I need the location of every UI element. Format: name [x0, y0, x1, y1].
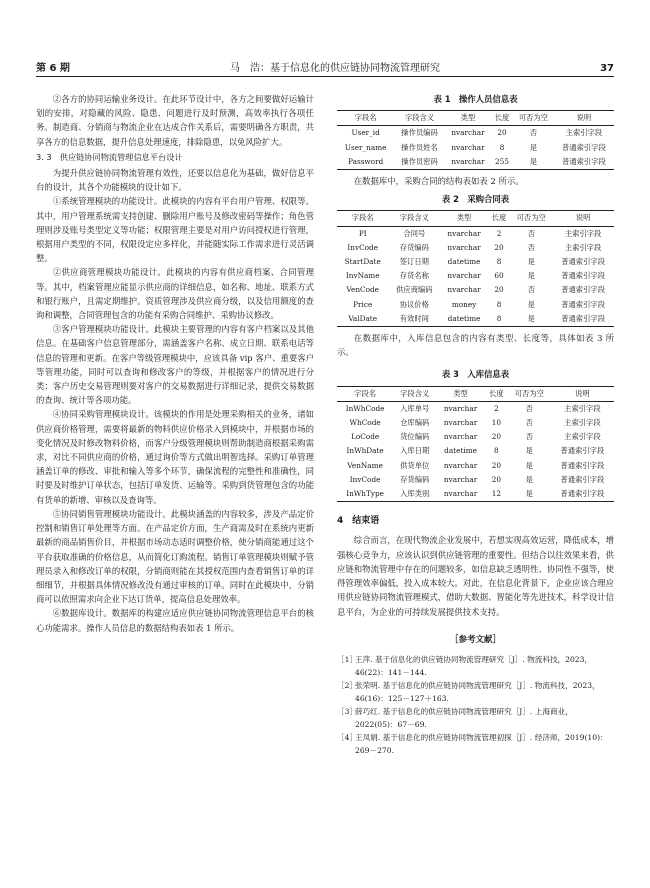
table-cell: 是 — [525, 460, 533, 470]
table-cell: InWhType — [346, 489, 384, 499]
reference-item — [337, 731, 614, 757]
table-cell: 12 — [491, 489, 501, 499]
table-cell: 主索引字段 — [564, 403, 601, 413]
table-cell: Password — [348, 156, 384, 166]
table-cell: nvarchar — [447, 228, 481, 238]
table-row — [337, 416, 614, 430]
table-cell: 否 — [525, 418, 533, 428]
table-cell: 协议价格 — [399, 299, 429, 309]
table-cell: StartDate — [344, 257, 381, 267]
table-cell: 主索引字段 — [564, 432, 601, 442]
paragraph: ②各方的协同运输业务设计。在此环节设计中，各方之间要做好运输计划的安排，对隐藏的风险、隐患、问题进行及时预测，高效率执行各项任务。制造商、分销商与物流企业在达成合作关系后，需要明确各方职责，共享各方的信息数据，提升信息处理速度，排除隐患，以免风险扩大。 — [36, 94, 314, 147]
table-cell: InvName — [345, 271, 380, 281]
table-cell: 是 — [527, 257, 535, 267]
table-cell: 20 — [497, 128, 507, 138]
table-cell: 主索引字段 — [564, 228, 602, 238]
column-header: 说明 — [575, 213, 591, 223]
table-cell: datetime — [447, 313, 481, 323]
purchase-contract-table — [337, 210, 614, 327]
table-cell: 普通索引字段 — [562, 156, 606, 166]
table-row — [337, 312, 614, 327]
table-cell: 是 — [529, 156, 538, 166]
table-cell: 普通索引字段 — [561, 285, 605, 295]
table-cell: 普通索引字段 — [561, 271, 605, 281]
table-cell: 普通索引字段 — [560, 460, 605, 470]
table-cell: 主索引字段 — [565, 128, 603, 138]
table-cell: VenName — [347, 460, 383, 470]
table-cell: nvarchar — [443, 474, 478, 484]
table-cell: 否 — [527, 228, 535, 238]
table-cell: 否 — [525, 403, 533, 413]
column-header: 字段含义 — [399, 213, 429, 223]
table-row — [337, 430, 614, 444]
table-cell: nvarchar — [447, 285, 481, 295]
table-cell: nvarchar — [443, 460, 478, 470]
table-cell: 存货编码 — [400, 474, 430, 484]
paragraph: ⑤协同销售管理模块功能设计。此模块涵盖的内容较多，涉及产品定价控制和销售订单处理等方面。在产品定价方面，生产商需及时在系统内更新最新的商品销售价目，并根据市场动态适时调整价格，使分销商能通过这个平台获取准确的价格信息，从而简化订购流程。销售订单管理模块则赋予管理员录入和修改订单的权限，分销商则能在其授权范围内查看销售订单的详细细节，并根据具体情况修改没有通过审核的订单。同时在此模块中，分销商可以依照需求向企业下达订货单，提高信息处理效率。 — [36, 508, 314, 605]
column-header: 类型 — [456, 213, 472, 223]
running-title: 马 浩：基于信息化的供应链协同物流管理研究 — [230, 63, 440, 74]
table-cell: 主索引字段 — [564, 242, 602, 252]
running-header — [36, 56, 614, 74]
column-header: 说明 — [576, 113, 592, 123]
paragraph: 为提升供应链协同物流管理有效性，还要以信息化为基础，做好信息平台的设计，其各个功能模块的设计如下。 — [36, 168, 314, 193]
table-cell: nvarchar — [443, 489, 478, 499]
table-cell: VenCode — [346, 285, 379, 295]
table-cell: 普通索引字段 — [561, 313, 605, 323]
left-column — [36, 92, 314, 635]
table-cell: 普通索引字段 — [560, 489, 605, 499]
table-cell: 20 — [494, 285, 504, 295]
reference-item — [337, 679, 614, 705]
reference-number: ［4］ — [337, 732, 358, 742]
issue-number: 第 6 期 — [36, 63, 70, 74]
table-row — [337, 269, 614, 283]
paragraph: ④协同采购管理模块设计。该模块的作用是处理采购相关的业务，诸如供应商价格管理，需要将最新的物料供应价格录入到模块中，并根据市场的变化情况及时修改物料价格，而客户分级管理模块则帮助制造商根据采购需求，对比不同供应商的价格，通过询价等方式做出明智选择。采购订单管理涵盖订单的修改、审批和输入等多个环节，确保流程的完整性和准确性，同时要及时维护订单状态，包括订单发货、运输等。采购到货管理包含的功能有货单的新增、审核以及查询等。 — [36, 409, 314, 505]
header-rule — [36, 76, 614, 77]
table-cell: nvarchar — [443, 418, 478, 428]
table-cell: 是 — [525, 446, 533, 456]
table-cell: 操作员密码 — [401, 156, 438, 166]
column-header: 字段含义 — [400, 388, 430, 398]
reference-number: ［3］ — [337, 706, 358, 716]
table-cell: 有效时间 — [399, 313, 429, 323]
reference-list — [337, 653, 614, 757]
table-caption: 表 2 采购合同表 — [441, 194, 510, 205]
table-cell: 20 — [494, 242, 504, 252]
table-cell: money — [451, 299, 477, 309]
table-cell: WhCode — [349, 418, 381, 428]
table-cell: datetime — [447, 257, 481, 267]
table-cell: 操作员编码 — [401, 128, 438, 138]
column-header: 可否为空 — [516, 213, 546, 223]
table-cell: nvarchar — [451, 128, 485, 138]
table-cell: 是 — [527, 313, 535, 323]
paragraph: 综合而言，在现代物流企业发展中，若想实现高效运营，降低成本，增强核心竞争力，应该认识到供应链管理的重要性。但结合以往效果来看，供应链和物流管理中存在的问题较多，如信息缺乏透明性、协同性不强等，使得管理效率偏低，投入成本较大。对此，在信息化背景下，企业应该合理应用供应链协同物流管理模式，借助大数据、智能化等先进技术，科学设计信息平台，为企业的可持续发展提供技术支持。 — [337, 535, 614, 617]
reference-text: 薛巧红. 基于信息化的供应链协同物流管理研究［J］. 上海商业，2022(05)：67－69. — [355, 706, 573, 729]
table-cell: 是 — [525, 489, 533, 499]
table-cell: 8 — [499, 142, 505, 152]
column-header: 类型 — [460, 113, 476, 123]
table-cell: PI — [358, 228, 367, 238]
table-cell: 货位编码 — [400, 432, 430, 442]
paragraph: ②供应商管理模块功能设计。此模块的内容有供应商档案、合同管理等。其中，档案管理应能显示供应商的详细信息，如名称、地址、联系方式和银行账户，且需定期维护。资质管理涉及供应商分级，以及信用额度的查询和调整，合同管理包含的功能有采购合同维护、采购协议修改。 — [36, 267, 314, 321]
column-header: 说明 — [575, 388, 590, 398]
table-cell: 255 — [495, 156, 509, 166]
table-cell: 仓库编码 — [400, 418, 430, 428]
paragraph: ③客户管理模块功能设计。此模块主要管理的内容有客户档案以及其他信息。在基础客户信息管理部分，需涵盖客户名称、成立日期、联系电话等信息的管理和更新。在客户等级管理模块中，应该具备 vip 客户、重要客户等管理功能，同时可以查询和修改客户的等级，并根据客户的情况进行分类；客户历史交易管理则要对客户的交易数据进行详细记录，提供交易数据的查询、统计等各项功能。 — [36, 324, 314, 406]
table-cell: 普通索引字段 — [560, 446, 605, 456]
table-cell: 存货名称 — [399, 271, 429, 281]
table-row — [337, 226, 614, 241]
table-caption: 表 1 操作人员信息表 — [433, 94, 518, 104]
table-cell: 10 — [491, 418, 501, 428]
table-cell: 供应商编码 — [396, 285, 433, 295]
table-row — [337, 473, 614, 487]
table-cell: 2 — [496, 228, 502, 238]
reference-text: 张荣明. 基于信息化的供应链协同物流管理研究［J］. 物流科技，2023，46(16)：125－127＋163. — [355, 680, 600, 703]
table-cell: ValDate — [348, 313, 378, 323]
reference-text: 王萍. 基于信息化的供应链协同物流管理研究［J］. 物流科技，2023，46(22)：141－144. — [355, 654, 593, 677]
reference-item — [337, 705, 614, 731]
table-cell: nvarchar — [443, 403, 478, 413]
table-cell: 普通索引字段 — [562, 142, 606, 152]
table-cell: LoCode — [350, 432, 380, 442]
table-cell: datetime — [444, 446, 477, 456]
paragraph: 在数据库中，采购合同的结构表如表 2 所示。 — [353, 176, 524, 187]
column-header: 长度 — [494, 113, 510, 123]
table-row — [337, 487, 614, 502]
table-cell: nvarchar — [443, 432, 478, 442]
table-cell: 是 — [527, 271, 535, 281]
table-cell: 是 — [525, 474, 533, 484]
table-cell: 是 — [529, 142, 538, 152]
table-cell: 8 — [494, 446, 499, 456]
table-row — [337, 155, 614, 170]
table-cell: 2 — [494, 403, 499, 413]
table-cell: 否 — [527, 285, 535, 295]
table-cell: 20 — [491, 460, 501, 470]
table-cell: 20 — [491, 474, 501, 484]
reference-text: 王凤娟. 基于信息化的供应链协同物流管理初探［J］. 经济师，2019(10)：269－270. — [355, 732, 608, 755]
table-cell: 普通索引字段 — [561, 299, 605, 309]
section-heading: 3. 3 供应链协同物流管理信息平台设计 — [36, 151, 183, 162]
table-cell: 供货单位 — [400, 460, 430, 470]
table-cell: nvarchar — [447, 242, 481, 252]
table-cell: Price — [353, 299, 373, 309]
table-cell: 8 — [496, 299, 502, 309]
table-cell: 入库单号 — [400, 403, 430, 413]
table-cell: 签订日期 — [399, 257, 429, 267]
table-caption: 表 3 入库信息表 — [441, 369, 510, 380]
table-cell: InWhCode — [345, 403, 385, 413]
column-header: 类型 — [453, 388, 468, 398]
reference-item — [337, 653, 614, 679]
table-cell: nvarchar — [451, 156, 485, 166]
column-header: 长度 — [489, 388, 504, 398]
table-cell: 20 — [491, 432, 501, 442]
table-header-row — [337, 111, 614, 126]
table-cell: InvCode — [347, 242, 379, 252]
table-header-row — [337, 386, 614, 401]
table-cell: 普通索引字段 — [560, 474, 605, 484]
reference-number: ［1］ — [337, 654, 358, 664]
table-header-row — [337, 211, 614, 226]
table-cell: 普通索引字段 — [561, 257, 605, 267]
table-cell: 否 — [527, 242, 535, 252]
table-row — [337, 283, 614, 297]
page-number: 37 — [600, 63, 614, 74]
column-header: 字段名 — [351, 213, 374, 223]
table-cell: 否 — [529, 128, 538, 138]
table-cell: 入库类别 — [400, 489, 430, 499]
table-cell: 合同号 — [403, 228, 426, 238]
references-heading: ［参考文献］ — [449, 634, 501, 645]
table-cell: 是 — [527, 299, 535, 309]
paragraph: ①系统管理模块的功能设计。此模块的内容有平台用户管理、权限等。其中，用户管理系统需支持创建、删除用户账号及修改密码等操作；角色管理则涉及账号类型定义等功能；权限管理主要是对用户访问授权进行管理，根据用户类型的不同，权限设定应多样化，并能随实际工作需求进行灵活调整。 — [36, 196, 314, 264]
warehouse-entry-table — [337, 386, 614, 503]
table-cell: 60 — [494, 271, 504, 281]
table-row — [337, 298, 614, 312]
table-row — [337, 126, 614, 141]
table-cell: 入库日期 — [400, 446, 430, 456]
right-column — [337, 92, 614, 757]
table-row — [337, 141, 614, 155]
column-header: 可否为空 — [514, 388, 544, 398]
operator-info-table — [337, 110, 614, 170]
conclusion-heading: 4 结束语 — [337, 516, 380, 527]
table-cell: 主索引字段 — [564, 418, 601, 428]
column-header: 字段名 — [354, 113, 377, 123]
column-header: 长度 — [491, 213, 507, 223]
paragraph: ⑥数据库设计。数据库的构建应适应供应链协同物流管理信息平台的核心功能需求。操作人员信息的数据结构表如表 1 所示。 — [36, 608, 314, 633]
table-cell: 否 — [525, 432, 533, 442]
table-cell: nvarchar — [447, 271, 481, 281]
column-header: 字段含义 — [404, 113, 435, 123]
table-cell: User_id — [351, 128, 380, 138]
reference-number: ［2］ — [337, 680, 358, 690]
table-cell: 8 — [496, 257, 502, 267]
table-row — [337, 255, 614, 269]
table-cell: 操作员姓名 — [401, 142, 438, 152]
column-header: 字段名 — [354, 388, 377, 398]
paragraph: 在数据库中，入库信息包含的内容有类型、长度等，具体如表 3 所示。 — [337, 333, 614, 358]
table-row — [337, 241, 614, 255]
column-header: 可否为空 — [518, 113, 548, 123]
table-cell: nvarchar — [451, 142, 485, 152]
table-row — [337, 401, 614, 416]
table-cell: 8 — [496, 313, 502, 323]
table-cell: InWhDate — [346, 446, 384, 456]
table-cell: User_name — [344, 142, 387, 152]
table-row — [337, 459, 614, 473]
table-cell: 存货编码 — [399, 242, 429, 252]
table-row — [337, 444, 614, 458]
table-cell: InvCode — [349, 474, 381, 484]
